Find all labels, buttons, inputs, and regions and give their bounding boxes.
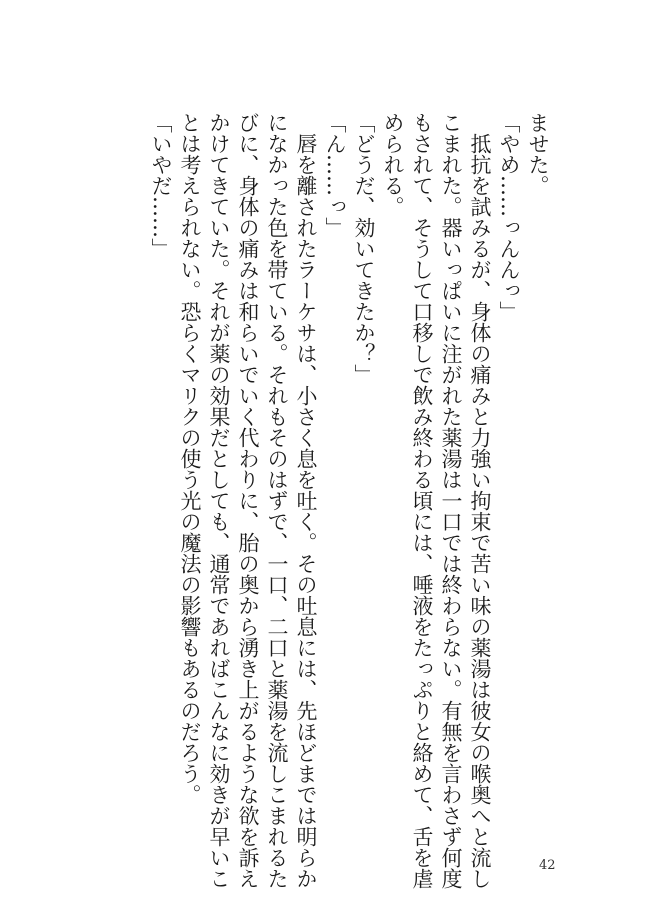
- text-line: 抵抗を試みるが、身体の痛みと力強い拘束で苦い味の薬湯は彼女の喉奥へと流し: [468, 112, 492, 889]
- text-line: 「いやだ……」: [149, 112, 173, 259]
- text-line: もされて、そうして口移しで飲み終わる頃には、唾液をたっぷりと絡めて、舌を虐: [410, 112, 434, 889]
- text-line: かけてきていた。それが薬の効果だとしても、通常であればこんなに効きが早いこ: [207, 112, 231, 889]
- text-line: こまれた。器いっぱいに注がれた薬湯は一口では終わらない。有無を言わさず何度: [439, 112, 463, 889]
- text-line: になかった色を帯ている。それもそのはずで、一口、二口と薬湯を流しこまれるた: [265, 112, 289, 889]
- text-line: 唇を離されたラーケサは、小さく息を吐く。その吐息には、先ほどまでは明らか: [294, 112, 318, 889]
- text-line: 「ん……っ」: [323, 112, 347, 238]
- text-line: 「どうだ、効いてきたか？」: [352, 112, 376, 385]
- text-line: 「やめ……っんんっ」: [497, 112, 521, 322]
- text-line: びに、身体の痛みは和らいでいく代わりに、胎の奥から湧き上がるような欲を訴え: [236, 112, 260, 889]
- page-number: 42: [539, 858, 556, 873]
- text-line: ませた。: [526, 112, 550, 196]
- text-line: められる。: [381, 112, 405, 217]
- text-line: とは考えられない。恐らくマリクの使う光の魔法の影響もあるのだろう。: [178, 112, 202, 805]
